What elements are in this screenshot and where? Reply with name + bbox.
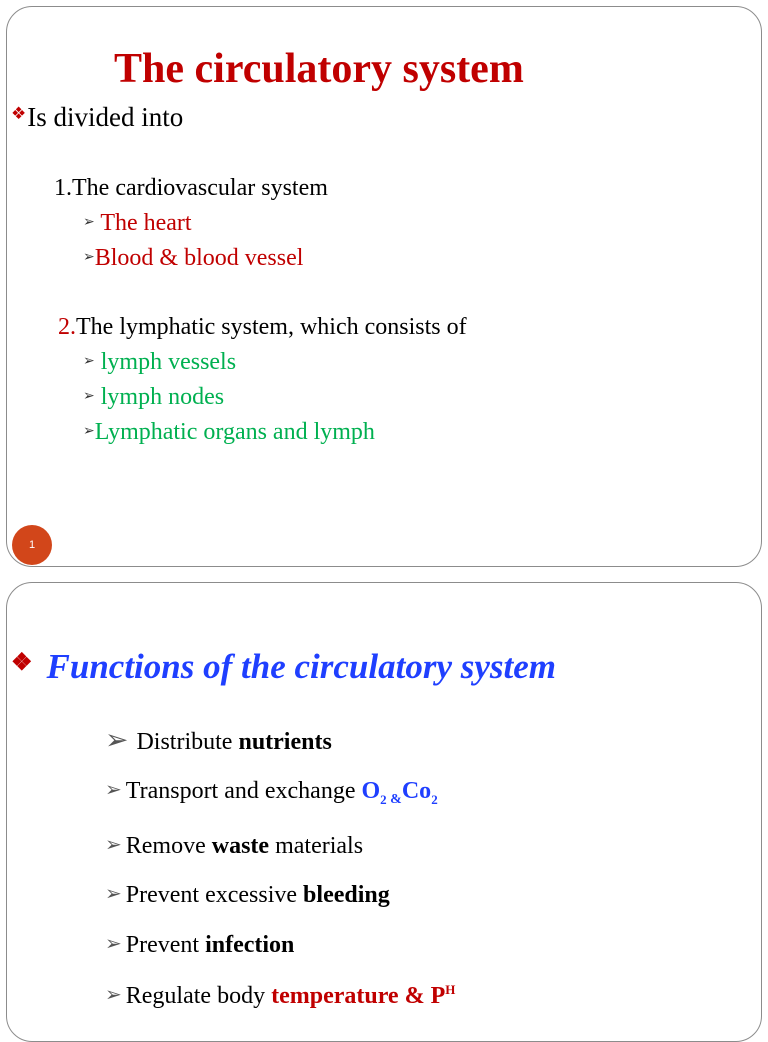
function-item bbox=[105, 982, 455, 1010]
arrowhead-icon: ➢ bbox=[83, 215, 95, 230]
diamond-bullet-icon: ❖ bbox=[11, 650, 33, 676]
section-2-number: 2. bbox=[58, 314, 76, 340]
arrowhead-icon: ➢ bbox=[105, 779, 122, 801]
function-text: materials bbox=[269, 833, 364, 859]
function-keyword: bleeding bbox=[303, 882, 390, 908]
arrowhead-icon: ➢ bbox=[83, 389, 95, 404]
arrowhead-icon: ➢ bbox=[105, 834, 122, 856]
section-1-heading bbox=[54, 175, 328, 202]
function-text: Transport and exchange bbox=[125, 778, 362, 804]
list-item bbox=[83, 419, 375, 446]
function-item bbox=[105, 723, 332, 757]
list-item-text: lymph nodes bbox=[100, 384, 225, 410]
list-item-text: lymph vessels bbox=[100, 349, 237, 375]
arrowhead-icon: ➢ bbox=[105, 933, 122, 955]
lead-line bbox=[11, 102, 183, 133]
diamond-bullet-icon: ❖ bbox=[11, 104, 27, 123]
arrowhead-icon: ➢ bbox=[105, 725, 129, 756]
function-item bbox=[105, 882, 390, 909]
list-item bbox=[83, 245, 303, 272]
slide-title bbox=[11, 647, 556, 687]
function-text: Prevent excessive bbox=[125, 882, 304, 908]
function-item bbox=[105, 932, 294, 959]
section-1-number: 1. bbox=[54, 175, 72, 201]
page-number-badge: 1 bbox=[12, 525, 52, 565]
arrowhead-icon: ➢ bbox=[105, 984, 122, 1006]
lead-text: Is divided into bbox=[27, 102, 184, 132]
oxygen-symbol: O bbox=[361, 778, 381, 804]
gas-formula bbox=[361, 778, 438, 807]
function-item bbox=[105, 833, 363, 860]
subscript: 2 bbox=[380, 791, 387, 807]
function-keyword: nutrients bbox=[238, 729, 332, 755]
arrowhead-icon: ➢ bbox=[83, 424, 95, 439]
function-text: Regulate body bbox=[125, 983, 272, 1009]
section-1-text: The cardiovascular system bbox=[72, 175, 328, 201]
slide-title: The circulatory system bbox=[114, 46, 524, 92]
function-text: Remove bbox=[125, 833, 212, 859]
ampersand: & bbox=[386, 792, 402, 807]
subscript: 2 bbox=[431, 791, 438, 807]
slide-title-text: Functions of the circulatory system bbox=[46, 647, 556, 686]
function-keyword: infection bbox=[205, 932, 295, 958]
slide-2 bbox=[6, 582, 762, 1042]
co-symbol: Co bbox=[401, 778, 432, 804]
section-2-heading bbox=[58, 314, 467, 341]
function-text: Prevent bbox=[125, 932, 206, 958]
arrowhead-icon: ➢ bbox=[83, 354, 95, 369]
arrowhead-icon: ➢ bbox=[83, 250, 95, 265]
superscript: H bbox=[445, 982, 456, 997]
function-item bbox=[105, 778, 438, 808]
arrowhead-icon: ➢ bbox=[105, 883, 122, 905]
section-2-text: The lymphatic system, which consists of bbox=[76, 314, 467, 340]
slide-1 bbox=[6, 6, 762, 567]
list-item bbox=[83, 349, 236, 376]
list-item-text: The heart bbox=[100, 210, 192, 236]
list-item-text: Blood & blood vessel bbox=[94, 245, 304, 271]
list-item bbox=[83, 210, 192, 237]
function-keyword: temperature & P bbox=[271, 983, 446, 1009]
function-keyword: waste bbox=[211, 833, 270, 859]
list-item bbox=[83, 384, 224, 411]
function-text: Distribute bbox=[136, 729, 239, 755]
list-item-text: Lymphatic organs and lymph bbox=[94, 419, 375, 445]
